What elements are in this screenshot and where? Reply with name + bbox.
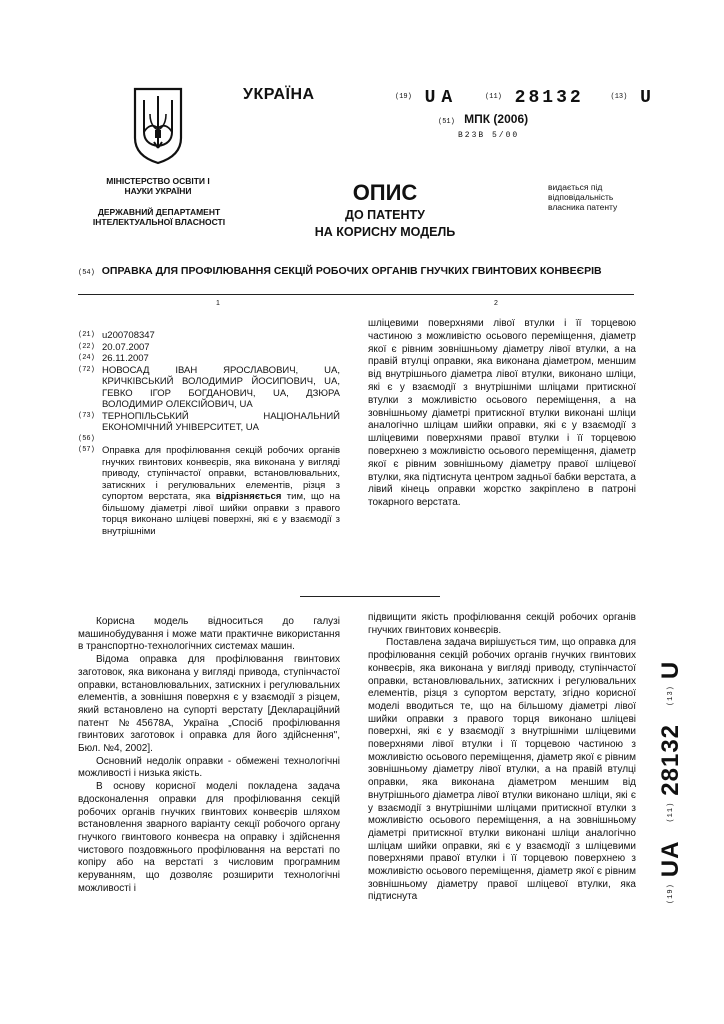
- side-code-11: (11): [667, 801, 675, 823]
- claim-continuation: шліцевими поверхнями лівої втулки і її торцевою частиною з можливістю осьового переміщення, діаметр якої є рівним зовнішньому діаметру лівої втулки, а на правій втулці оправки, яка виконана діаметром, меншим від внутрішнього діаметра лівої втулки, виконано шліци, які є у взаємодії з внутрішніми шліцами притискної втулки з можливістю осьового переміщення, а на зовнішньому діаметрі притискної втулки виконані шліци аналогічно шліцам шийки оправки, які є у взаємодії з шліцевими поверхнями правої втулки і її торцевою поверхнею з можливістю осьового переміщення, діаметр якої є рівним зовнішньому діаметру правої шліцевої втулки, яка підтиснута центром задньої бабки верстата, а лівий кінець оправки жорстко закріплено в патроні токарного верстата.: [368, 318, 636, 509]
- paragraph: Корисна модель відноситься до галузі машинобудування і може мати практичне використання в транспортно-технологічних системах машин.: [78, 616, 340, 653]
- coat-of-arms-icon: [132, 86, 184, 166]
- claim-text: Оправка для профілювання секцій робочих органів гнучких гвинтових конвеєрів, яка виконана у вигляді приводу, ступінчастої оправки, встановлювальних, затискних і регулювальних елементів, різця з супортом верстата, яка відрізняється тим, що на більшому діаметрі лівої шийки оправки з правого торця виконано шліцеві поверхні, які є у взаємодії з внутрішніми: [102, 445, 340, 537]
- side-country: UA: [657, 840, 684, 878]
- header-rule: [78, 294, 634, 295]
- paragraph: підвищити якість профілювання секцій робочих органів гнучких гвинтових конвеєрів.: [368, 612, 636, 636]
- biblio-row: (21) u200708347: [78, 330, 155, 341]
- description-left-column: [78, 616, 340, 895]
- section-divider: [300, 596, 440, 597]
- ministry-name: МІНІСТЕРСТВО ОСВІТИ І НАУКИ УКРАЇНИ: [106, 176, 210, 196]
- biblio-row: (72) НОВОСАД ІВАН ЯРОСЛАВОВИЧ, UA, КРИЧКІВСЬКИЙ ВОЛОДИМИР ЙОСИПОВИЧ, UA, ГЕВКО ІГОР БОГДАНОВИЧ, UA, ДЗЮРА ВОЛОДИМИР ОЛЕКСІЙОВИЧ, UA: [78, 364, 340, 410]
- biblio-row: (24) 26.11.2007: [78, 353, 149, 364]
- inid-code-19: (19): [395, 93, 412, 102]
- document-type: ОПИС: [352, 180, 418, 205]
- inid-code-51: (51): [438, 118, 455, 126]
- description-right-column: [368, 612, 636, 904]
- inid-code-54: (54): [78, 269, 95, 277]
- department-name: ДЕРЖАВНИЙ ДЕПАРТАМЕНТ ІНТЕЛЕКТУАЛЬНОЇ ВЛАСНОСТІ: [92, 207, 226, 227]
- inid-code-13: (13): [610, 93, 628, 102]
- ipc-code: B23B 5/00: [458, 131, 520, 140]
- biblio-row: (56): [78, 434, 95, 443]
- kind-code: U: [640, 88, 651, 108]
- bibliographic-data: [78, 330, 340, 537]
- paragraph: В основу корисної моделі покладена задача вдосконалення оправки для профілювання секцій робочих органів гнучких гвинтових конвеєрів шляхом встановлення зварного варіанту секції робочого органу гнучкого гвинтового конвеєра на оправку і здійснення чистового поздовжнього профілювання на верстаті по копіру або на верстаті з числовим програмним керуванням, що дозволяє розширити технологічні можливості і: [78, 781, 340, 894]
- invention-title-text: ОПРАВКА ДЛЯ ПРОФІЛЮВАННЯ СЕКЦІЙ РОБОЧИХ ОРГАНІВ ГНУЧКИХ ГВИНТОВИХ КОНВЕЄРІВ: [101, 265, 602, 277]
- claim-row: [78, 445, 340, 537]
- biblio-row: (22) 20.07.2007: [78, 341, 150, 353]
- classification-line: [438, 112, 528, 126]
- document-subtitle-2: НА КОРИСНУ МОДЕЛЬ: [314, 225, 456, 239]
- country-name: УКРАЇНА: [243, 86, 315, 103]
- biblio-row: (73) ТЕРНОПІЛЬСЬКИЙ НАЦІОНАЛЬНИЙ ЕКОНОМІЧНИЙ УНІВЕРСИТЕТ, UA: [78, 410, 340, 433]
- column-number-right: 2: [494, 300, 498, 307]
- patent-number-line: [393, 88, 651, 108]
- invention-title: [78, 265, 602, 277]
- paragraph: Поставлена задача вирішується тим, що оправка для профілювання секцій робочих органів гнучких гвинтових конвеєрів, яка виконана у вигляді приводу, ступінчастої оправки, встановлювальних, затискних і регулювальних елементів, різця з супортом верстату, згідно корисної моделі вводиться те, що на більшому діаметрі лівої шийки оправки з правого торця виконано шліцеві поверхні, які є у взаємодії з внутрішніми шліцевими поверхнями лівої втулки і її торцевою частиною з можливістю осьового переміщення, діаметр якої є рівним зовнішньому діаметру лівої втулки, а на правій втулці оправки, яка виконана діаметром меншим від внутрішнього діаметра лівої втулки виконано шліци, які є у взаємодії з внутрішніми шліцами притискної втулки з можливістю осьового переміщення, а на зовнішньому діаметрі притискної втулки виконані шліци аналогічно шліцам шийки оправки, які є у взаємодії з шліцевими поверхнями правої втулки і її торцевою поверхнею з можливістю осьового переміщення, діаметр якої є рівним зовнішньому діаметру правої шліцевої втулки, яка підтиснута: [368, 637, 636, 903]
- country-code: UA: [424, 88, 459, 108]
- side-stamp: [648, 580, 694, 910]
- side-code-19: (19): [667, 883, 675, 904]
- document-subtitle-1: ДО ПАТЕНТУ: [345, 208, 425, 222]
- side-code-13: (13): [667, 685, 675, 706]
- issued-note: видається під відповідальність власника патенту: [548, 182, 618, 212]
- inid-code-11: (11): [485, 93, 502, 102]
- mpk-label: МПК (2006): [464, 112, 529, 126]
- side-number: 28132: [657, 723, 684, 796]
- paragraph: Основний недолік оправки - обмежені технологічні можливості і низька якість.: [78, 755, 340, 780]
- inid-code-57: (57): [78, 446, 95, 454]
- paragraph: Відома оправка для профілювання гвинтових заготовок, яка виконана у вигляді привода, ступінчастої оправки, встановлювальних, затискних і регулювальних елементів, а зовнішня поверхня є у взаємодії з різцем, який встановлено на супорті верстату [Деклараційний патент №45678А, Україна „Спосіб профілювання гвинтових заготовок і оправка для його здійснення", Бюл. №4, 2002].: [78, 654, 340, 755]
- side-kind: U: [657, 660, 684, 680]
- column-number-left: 1: [216, 300, 220, 307]
- patent-number: 28132: [514, 88, 584, 108]
